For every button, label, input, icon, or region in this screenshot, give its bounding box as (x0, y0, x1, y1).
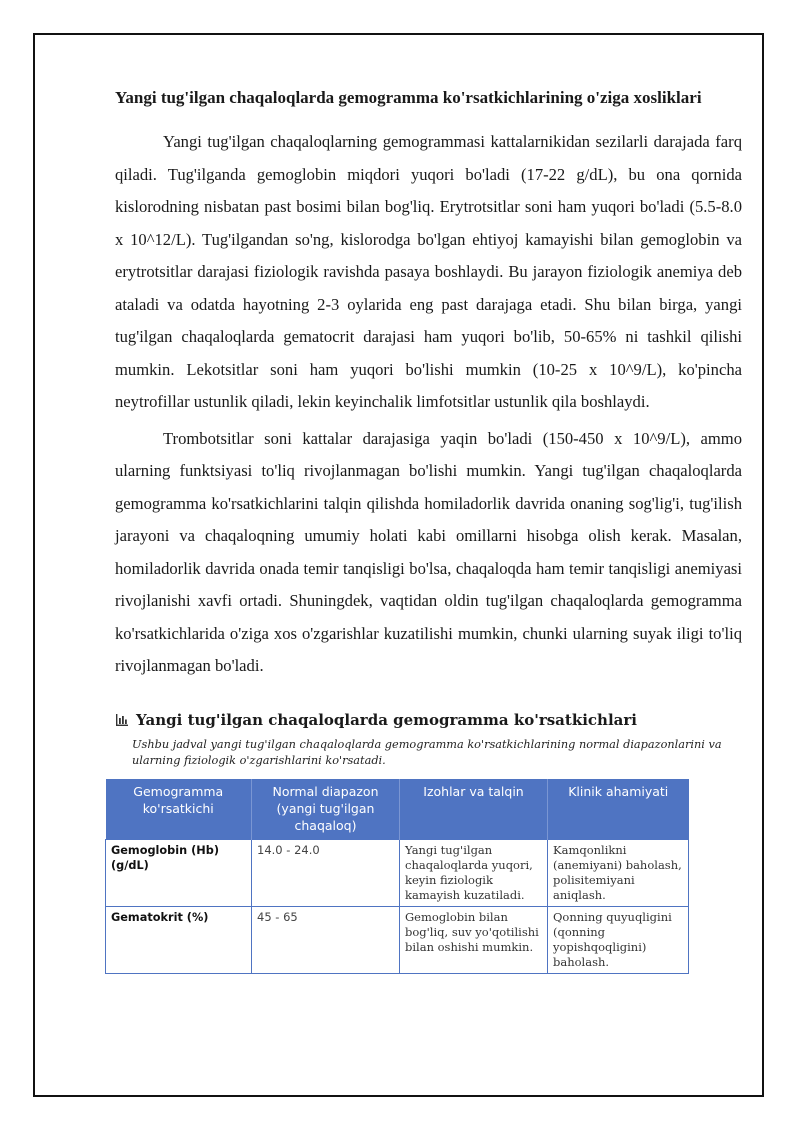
column-header: Klinik ahamiyati (548, 779, 689, 840)
table-caption: Ushbu jadval yangi tug'ilgan chaqaloqlarda gemogramma ko'rsatkichlarining normal diapazonlarini va ularning fiziologik o'zgarishlarini ko'rsatadi. (132, 737, 722, 767)
document-body (111, 86, 742, 974)
bar-chart-icon (115, 713, 129, 727)
table-cell: Yangi tug'ilgan chaqaloqlarda yuqori, keyin fiziologik kamayish kuzatiladi. (400, 839, 548, 906)
column-header: Izohlar va talqin (400, 779, 548, 840)
hemogram-table (105, 779, 689, 974)
section-heading: Yangi tug'ilgan chaqaloqlarda gemogramma ko'rsatkichlarining o'ziga xosliklari (115, 88, 702, 107)
table-row (106, 839, 689, 906)
table-cell: Kamqonlikni (anemiyani) baholash, polisitemiyani aniqlash. (548, 839, 689, 906)
table-title-text: Yangi tug'ilgan chaqaloqlarda gemogramma ko'rsatkichlari (136, 710, 637, 729)
column-header: Normal diapazon (yangi tug'ilgan chaqaloq) (252, 779, 400, 840)
paragraph: Yangi tug'ilgan chaqaloqlarning gemogrammasi kattalarnikidan sezilarli darajada farq qiladi. Tug'ilganda gemoglobin miqdori yuqori bo'ladi (17-22 g/dL), bu ona qornida kislorodning nisbatan past bosimi bilan bog'liq. Erytrotsitlar soni ham yuqori bo'ladi (5.5-8.0 x 10^12/L). Tug'ilgandan so'ng, kislorodga bo'lgan ehtiyoj kamayishi bilan gemoglobin va erytrotsitlar darajasi fiziologik ravishda pasaya boshlaydi. Bu jarayon fiziologik anemiya deb ataladi va odatda hayotning 2-3 oylarida eng past darajaga etadi. Shu bilan birga, yangi tug'ilgan chaqaloqlarda gematocrit darajasi ham yuqori bo'lib, 50-65% ni tashkil qilishi mumkin. Lekotsitlar soni ham yuqori bo'lishi mumkin (10-25 x 10^9/L), ko'pincha neytrofillar ustunlik qiladi, lekin keyinchalik limfotsitlar ustunlik qila boshlaydi. (115, 132, 742, 411)
table-title (115, 711, 742, 729)
table-cell: Qonning quyuqligini (qonning yopishqoqligini) baholash. (548, 906, 689, 973)
paragraph: Trombotsitlar soni kattalar darajasiga yaqin bo'ladi (150-450 x 10^9/L), ammo ularning funktsiyasi to'liq rivojlanmagan bo'lishi mumkin. Yangi tug'ilgan chaqaloqlarda gemogramma ko'rsatkichlarini talqin qilishda homiladorlik davrida onaning sog'lig'i, tug'ilish jarayoni va chaqaloqning umumiy holati kabi omillarni hisobga olish kerak. Masalan, homiladorlik davrida onada temir tanqisligi bo'lsa, chaqaloqda ham temir tanqisligi anemiyasi rivojlanishi xavfi ortadi. Shuningdek, vaqtidan oldin tug'ilgan chaqaloqlarda gemogramma ko'rsatkichlarida o'ziga xos o'zgarishlar kuzatilishi mumkin, chunki ularning suyak iligi to'liq rivojlanmagan bo'ladi. (115, 428, 742, 675)
table-cell: Gematokrit (%) (106, 906, 252, 973)
table-cell: 45 - 65 (252, 906, 400, 973)
table-row (106, 906, 689, 973)
table-cell: Gemoglobin bilan bog'liq, suv yo'qotilishi bilan oshishi mumkin. (400, 906, 548, 973)
table-cell: Gemoglobin (Hb) (g/dL) (106, 839, 252, 906)
table-header-row (106, 779, 689, 840)
column-header: Gemogramma ko'rsatkichi (106, 779, 252, 840)
table-cell: 14.0 - 24.0 (252, 839, 400, 906)
